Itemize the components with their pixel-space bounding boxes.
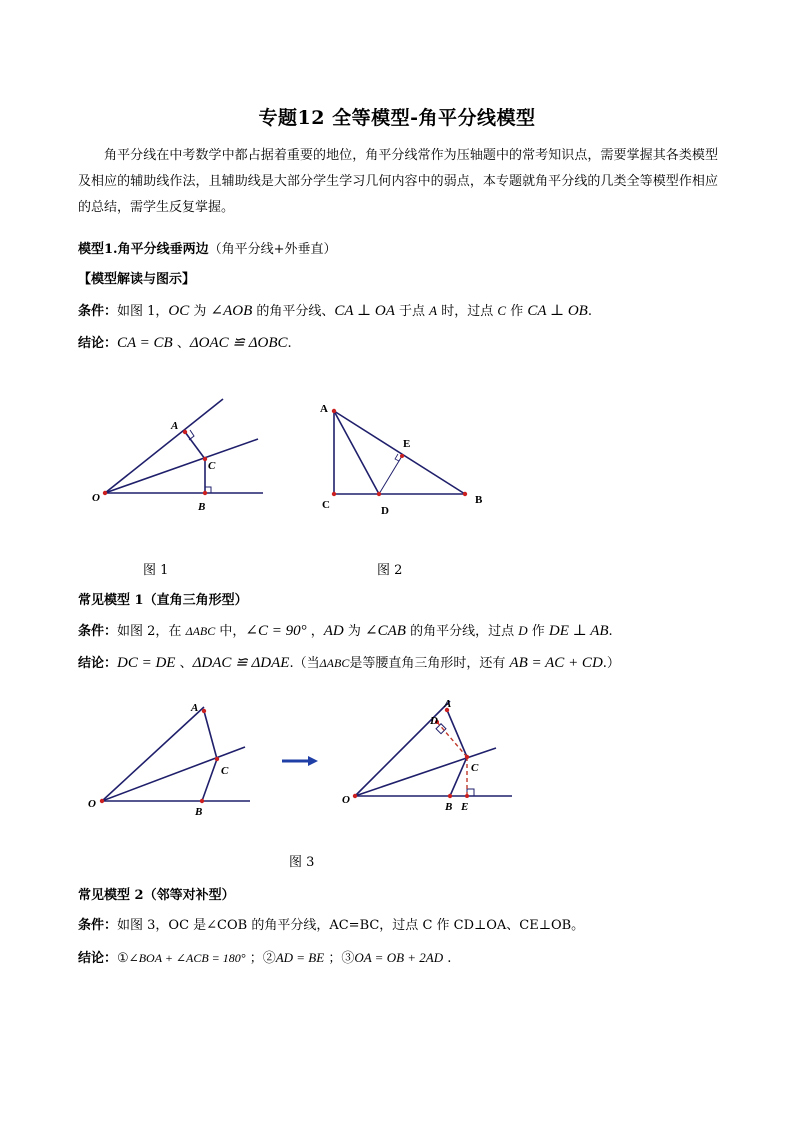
label-C: C <box>322 499 330 511</box>
model1-heading: 模型1.角平分线垂两边（角平分线+外垂直） <box>78 242 337 257</box>
figure-2-caption: 图 2 <box>377 563 403 578</box>
intro-paragraph: 角平分线在中考数学中都占据着重要的地位，角平分线常作为压轴题中的常考知识点，需要掌握其各类模型及相应的辅助线作法，且辅助线是大部分学生学习几何内容中的弱点，本专题就角平分线的几类全等模型作相应的总结，需学生反复掌握。 <box>78 148 718 215</box>
label-E: E <box>403 438 411 450</box>
label-A: A <box>320 403 328 415</box>
page-title: 专题12 全等模型-角平分线模型 <box>258 107 536 129</box>
label-B: B <box>195 806 203 818</box>
common-model1-conclusion: 结论：DC = DE 、ΔDAC ≌ ΔDAE.（当ΔABC是等腰直角三角形时，还有 AB = AC + CD.） <box>78 655 620 671</box>
figure-3-right <box>340 695 525 825</box>
label-O: O <box>92 492 100 504</box>
common-model1-heading: 常见模型 1（直角三角形型） <box>78 593 248 608</box>
figure-1 <box>80 390 280 520</box>
label-D: D <box>430 715 438 727</box>
figure-3-left <box>80 695 270 825</box>
label-C: C <box>471 762 479 774</box>
label-O: O <box>88 798 96 810</box>
label-B: B <box>475 494 483 506</box>
label-B: B <box>198 501 206 513</box>
label-A: A <box>191 702 199 714</box>
label-C: C <box>221 765 229 777</box>
label-O: O <box>342 794 350 806</box>
common-model2-heading: 常见模型 2（邻等对补型） <box>78 888 235 903</box>
model1-conclusion: 结论：CA = CB 、ΔOAC ≌ ΔOBC. <box>78 335 292 351</box>
label-A: A <box>171 420 179 432</box>
figure-3-caption: 图 3 <box>289 855 315 870</box>
figure-1-caption: 图 1 <box>143 563 169 578</box>
label-B: B <box>445 801 453 813</box>
label-D: D <box>381 505 389 517</box>
model1-section: 【模型解读与图示】 <box>78 272 196 287</box>
figure-2 <box>315 398 495 523</box>
label-A: A <box>444 698 452 710</box>
common-model2-conclusion: 结论：①∠BOA + ∠ACB = 180° ；②AD = BE ；③OA = OB + 2AD . <box>78 950 452 966</box>
model1-condition: 条件：如图 1，OC 为 ∠AOB 的角平分线、CA ⊥ OA 于点 A 时，过点 C 作 CA ⊥ OB. <box>78 303 592 319</box>
label-C: C <box>208 460 216 472</box>
arrow-icon <box>280 753 322 769</box>
label-E: E <box>461 801 469 813</box>
common-model2-condition: 条件：如图 3，OC 是∠COB 的角平分线，AC=BC，过点 C 作 CD⊥OA、CE⊥OB。 <box>78 918 585 933</box>
common-model1-condition: 条件：如图 2，在 ΔABC 中，∠C = 90° ，AD 为 ∠CAB 的角平分线，过点 D 作 DE ⊥ AB. <box>78 623 613 639</box>
